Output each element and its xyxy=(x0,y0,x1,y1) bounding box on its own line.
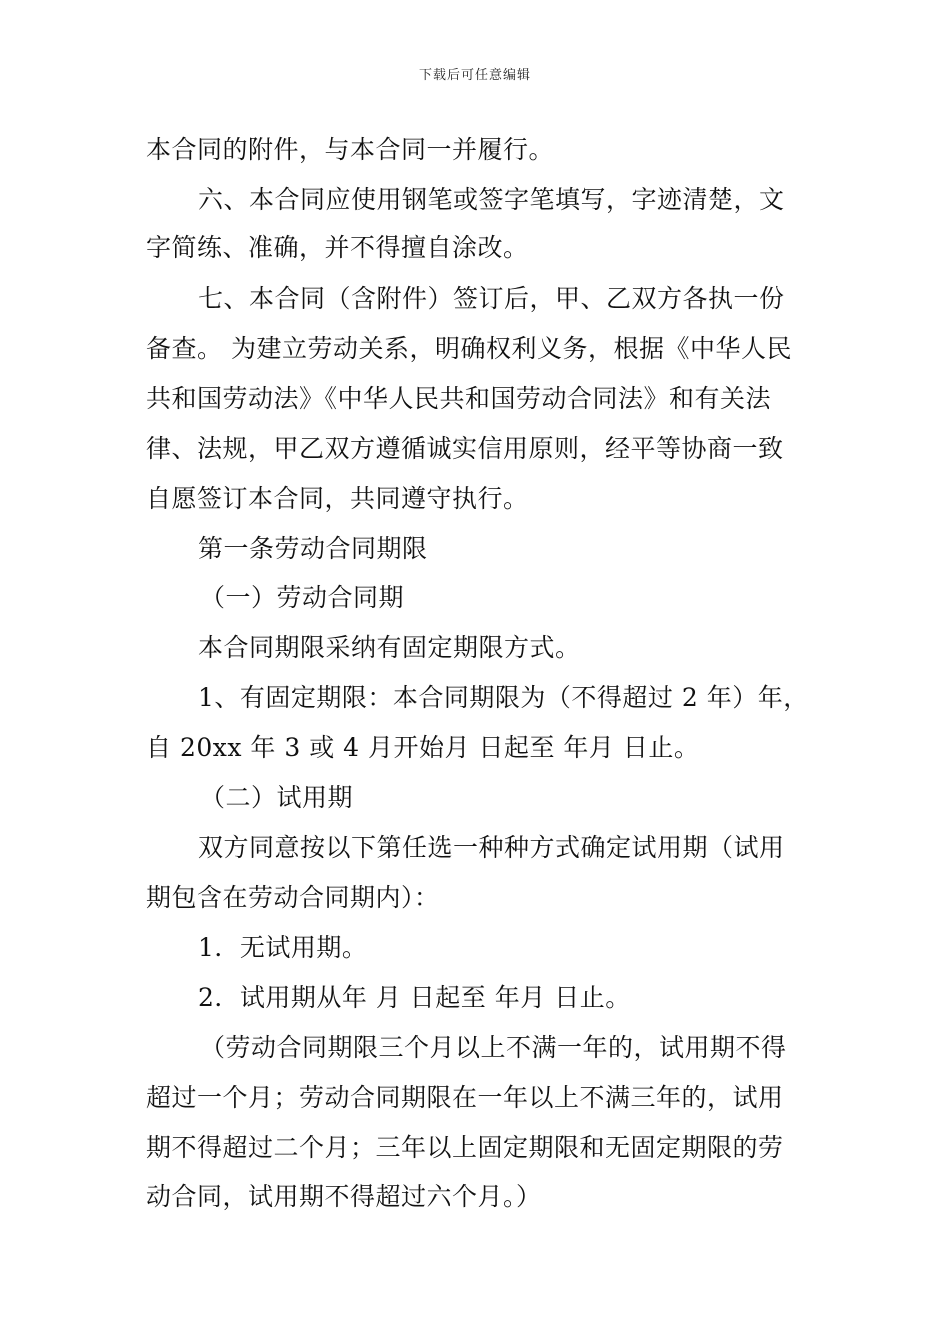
subsection-heading: （二）试用期 xyxy=(200,783,354,812)
paragraph-line: 期不得超过二个月；三年以上固定期限和无固定期限的劳 xyxy=(146,1133,784,1162)
paragraph-line: 七、本合同（含附件）签订后，甲、乙双方各执一份 xyxy=(198,284,785,313)
paragraph-line: 期包含在劳动合同期内）： xyxy=(146,883,440,912)
paragraph-line: 自愿签订本合同，共同遵守执行。 xyxy=(146,484,529,513)
paragraph-line: 本合同期限采纳有固定期限方式。 xyxy=(198,633,581,662)
page-header: 下载后可任意编辑 xyxy=(418,68,531,83)
paragraph-line: 双方同意按以下第任选一种种方式确定试用期（试用 xyxy=(198,833,785,862)
paragraph-line: 备查。 为建立劳动关系，明确权利义务，根据《中华人民 xyxy=(146,334,792,363)
paragraph-line: 1、有固定期限：本合同期限为（不得超过 2 年）年， xyxy=(198,683,809,712)
list-item: 1．无试用期。 xyxy=(198,933,368,962)
subsection-heading: （一）劳动合同期 xyxy=(200,583,405,612)
paragraph-line: 六、本合同应使用钢笔或签字笔填写，字迹清楚，文 xyxy=(198,185,785,214)
paragraph-line: 字简练、准确，并不得擅自涂改。 xyxy=(146,233,529,262)
paragraph-line: 共和国劳动法》《中华人民共和国劳动合同法》和有关法 xyxy=(146,384,772,413)
paragraph-line: 自 20xx 年 3 或 4 月开始月 日起至 年月 日止。 xyxy=(146,733,700,762)
paragraph-line: 动合同，试用期不得超过六个月。） xyxy=(146,1182,542,1211)
paragraph-line: （劳动合同期限三个月以上不满一年的，试用期不得 xyxy=(200,1033,787,1062)
paragraph-line: 超过一个月；劳动合同期限在一年以上不满三年的，试用 xyxy=(146,1083,784,1112)
paragraph-line: 本合同的附件，与本合同一并履行。 xyxy=(146,135,555,164)
section-heading: 第一条劳动合同期限 xyxy=(198,534,428,563)
list-item: 2．试用期从年 月 日起至 年月 日止。 xyxy=(198,983,631,1012)
paragraph-line: 律、法规，甲乙双方遵循诚实信用原则，经平等协商一致 xyxy=(146,434,784,463)
